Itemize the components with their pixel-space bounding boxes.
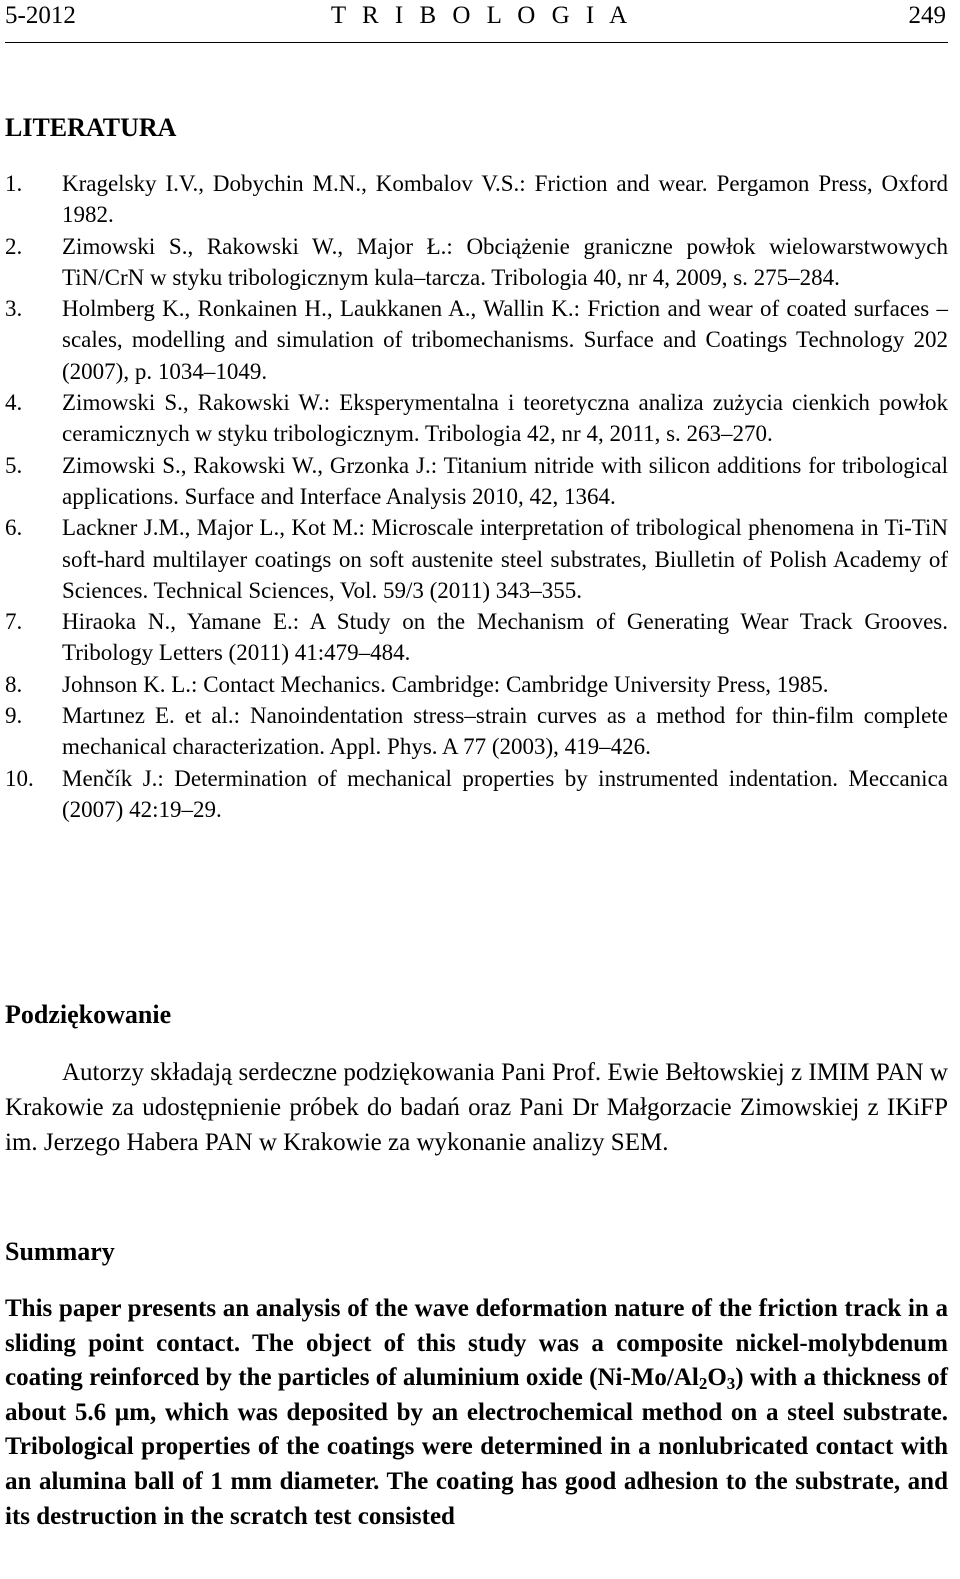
reference-text: Kragelsky I.V., Dobychin M.N., Kombalov V.S.: Friction and wear. Pergamon Press, Oxford 1982. <box>62 171 948 228</box>
reference-list <box>5 168 948 825</box>
acknowledgement-paragraph: Autorzy składają serdeczne podziękowania Pani Prof. Ewie Bełtowskiej z IMIM PAN w Krakowie za udostępnienie próbek do badań oraz Pani Dr Małgorzacie Zimowskiej z IKiFP im. Jerzego Habera PAN w Krakowie za wykonanie analizy SEM. <box>5 1059 948 1156</box>
acknowledgement-heading: Podziękowanie <box>5 1000 172 1029</box>
reference-text: Johnson K. L.: Contact Mechanics. Cambridge: Cambridge University Press, 1985. <box>62 671 829 697</box>
reference-item <box>5 293 948 387</box>
reference-text: Holmberg K., Ronkainen H., Laukkanen A., Wallin K.: Friction and wear of coated surfaces – scales, modelling and simulation of tribomechanisms. Surface and Coatings Technology 202 (2007), p. 1034–1049. <box>62 296 948 384</box>
reference-number: 8. <box>5 671 23 697</box>
summary-text-part2: O <box>707 1364 727 1392</box>
reference-number: 3. <box>5 296 23 322</box>
reference-text: Lackner J.M., Major L., Kot M.: Microscale interpretation of tribological phenomena in Ti-TiN soft-hard multilayer coatings on soft austenite steel substrates, Biulletin of Polish Academy of Sciences. Technical Sciences, Vol. 59/3 (2011) 343–355. <box>62 515 948 603</box>
reference-item <box>5 606 948 669</box>
reference-number: 5. <box>5 452 23 478</box>
reference-number: 2. <box>5 233 23 259</box>
reference-number: 7. <box>5 609 23 635</box>
reference-item <box>5 387 948 450</box>
reference-item <box>5 763 948 826</box>
reference-item <box>5 231 948 294</box>
literature-heading: LITERATURA <box>5 113 177 142</box>
subscript-3: 3 <box>726 1374 736 1394</box>
page-number: 249 <box>908 2 946 29</box>
reference-number: 1. <box>5 171 23 196</box>
page-header <box>5 0 948 43</box>
reference-text: Zimowski S., Rakowski W., Grzonka J.: Titanium nitride with silicon additions for tribological applications. Surface and Interface Analysis 2010, 42, 1364. <box>62 452 948 509</box>
reference-text: Menčík J.: Determination of mechanical properties by instrumented indentation. Meccanica (2007) 42:19–29. <box>62 765 948 822</box>
reference-item <box>5 168 948 231</box>
journal-title: T R I B O L O G I A <box>330 2 633 29</box>
issue-number: 5-2012 <box>5 2 76 29</box>
summary-text-part3: ) with a thickness of about 5.6 µm, which was deposited by an electrochemical method on a steel substrate. Tribological properties of the coatings were determined in a nonlubricated contact with an alumina ball of 1 mm diameter. The coating has good adhesion to the substrate, and its destruction in the scratch test consisted <box>5 1364 948 1530</box>
reference-text: Zimowski S., Rakowski W.: Eksperymentalna i teoretyczna analiza zużycia cienkich powłok ceramicznych w styku tribologicznym. Tribologia 42, nr 4, 2011, s. 263–270. <box>62 390 948 447</box>
summary-heading: Summary <box>5 1237 115 1266</box>
reference-number: 4. <box>5 390 23 416</box>
subscript-2: 2 <box>698 1374 708 1394</box>
reference-number: 10. <box>5 765 34 791</box>
reference-number: 9. <box>5 703 23 729</box>
reference-text: Hiraoka N., Yamane E.: A Study on the Mechanism of Generating Wear Track Grooves. Tribology Letters (2011) 41:479–484. <box>62 609 948 666</box>
summary-paragraph <box>5 1292 948 1534</box>
reference-number: 6. <box>5 515 23 541</box>
reference-item <box>5 450 948 513</box>
reference-item <box>5 512 948 606</box>
summary-text-part1: This paper presents an analysis of the wave deformation nature of the friction track in a sliding point contact. The object of this study was a composite nickel-molybdenum coating reinforced by the particles of aluminium oxide (Ni-Mo/Al <box>5 1295 948 1392</box>
reference-text: Martınez E. et al.: Nanoindentation stress–strain curves as a method for thin-film complete mechanical characterization. Appl. Phys. A 77 (2003), 419–426. <box>62 703 948 760</box>
reference-item <box>5 700 948 763</box>
reference-text: Zimowski S., Rakowski W., Major Ł.: Obciążenie graniczne powłok wielowarstwowych TiN/CrN w styku tribologicznym kula–tarcza. Tribologia 40, nr 4, 2009, s. 275–284. <box>62 233 948 290</box>
reference-item <box>5 669 948 700</box>
